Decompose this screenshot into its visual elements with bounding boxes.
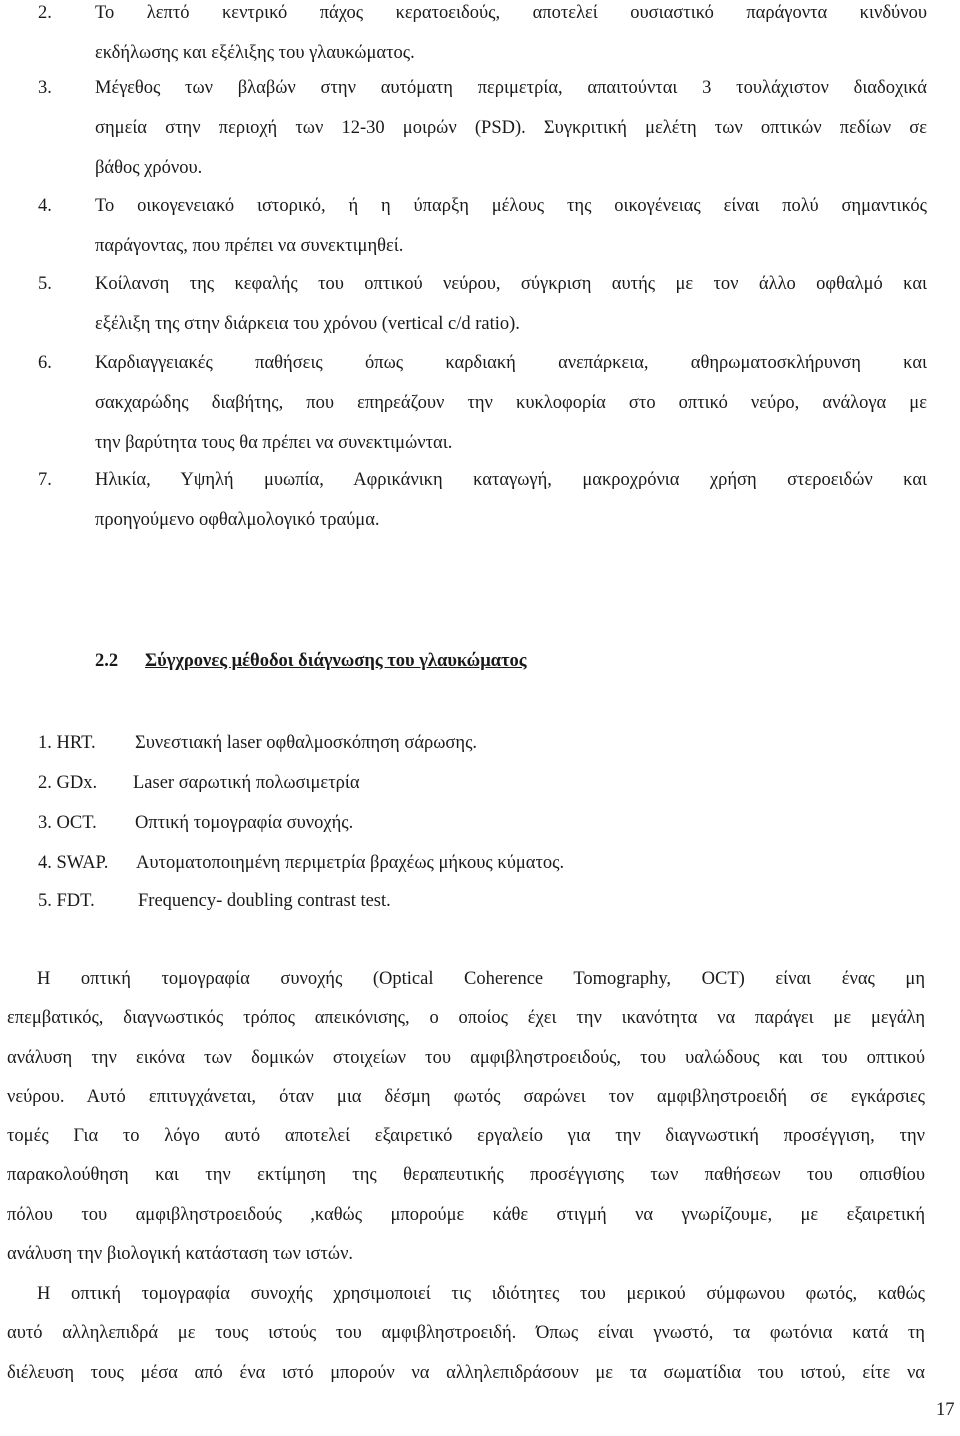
list-item-line: παράγοντας, που πρέπει να συνεκτιμηθεί. bbox=[95, 236, 404, 256]
method-item bbox=[38, 726, 477, 760]
list-item-line: προηγούμενο οφθαλμολογικό τραύμα. bbox=[95, 510, 380, 530]
method-desc: Laser σαρωτική πολωσιμετρία bbox=[133, 773, 360, 793]
list-item-line: Κοίλανση της κεφαλής του οπτικού νεύρου, σύγκριση αυτής με τον άλλο οφθαλμό και bbox=[95, 274, 927, 294]
list-item-number: 6. bbox=[38, 353, 52, 373]
list-item-line: Το οικογενειακό ιστορικό, ή η ύπαρξη μέλους της οικογένειας είναι πολύ σημαντικός bbox=[95, 196, 927, 216]
method-desc: Οπτική τομογραφία συνοχής. bbox=[135, 813, 354, 833]
method-desc: Αυτοματοποιημένη περιμετρία βραχέως μήκους κύματος. bbox=[136, 853, 565, 873]
paragraph-line: ανάλυση την εικόνα των δομικών στοιχείων του αμφιβληστροειδούς, του υαλώδους και του οπτικού bbox=[7, 1047, 925, 1068]
paragraph-line: τομές Για το λόγο αυτό αποτελεί εξαιρετικό εργαλείο για την διαγνωστική προσέγγιση, την bbox=[7, 1126, 925, 1147]
list-item-line: Ηλικία, Υψηλή μυωπία, Αφρικάνικη καταγωγή, μακροχρόνια χρήση στεροειδών και bbox=[95, 470, 927, 490]
section-number: 2.2 bbox=[95, 651, 119, 671]
method-desc: Frequency- doubling contrast test. bbox=[138, 891, 391, 911]
method-item bbox=[38, 884, 391, 918]
paragraph-line: επεμβατικός, διαγνωστικός τρόπος απεικόνισης, ο οποίος έχει την ικανότητα να παράγει με μεγάλη bbox=[7, 1008, 925, 1029]
section-title: Σύγχρονες μέθοδοι διάγνωσης του γλαυκώματος bbox=[145, 651, 527, 671]
list-item-number: 7. bbox=[38, 470, 52, 490]
method-desc: Συνεστιακή laser οφθαλμοσκόπηση σάρωσης. bbox=[135, 733, 478, 753]
list-item-line: εξέλιξη της στην διάρκεια του χρόνου (vertical c/d ratio). bbox=[95, 314, 520, 334]
method-abbr: 5. FDT. bbox=[38, 891, 95, 911]
paragraph-line: παρακολούθηση και την εκτίμηση της θεραπευτικής προσέγγισης των παθήσεων του οπισθίου bbox=[7, 1165, 925, 1186]
list-item-line: Μέγεθος των βλαβών στην αυτόματη περιμετρία, απαιτούνται 3 τουλάχιστον διαδοχικά bbox=[95, 78, 927, 98]
method-abbr: 4. SWAP. bbox=[38, 853, 109, 873]
method-abbr: 1. HRT. bbox=[38, 733, 96, 753]
method-item bbox=[38, 766, 360, 800]
list-item-line: εκδήλωσης και εξέλιξης του γλαυκώματος. bbox=[95, 43, 415, 63]
list-item-line: βάθος χρόνου. bbox=[95, 158, 203, 178]
list-item-line: την βαρύτητα τους θα πρέπει να συνεκτιμώνται. bbox=[95, 433, 453, 453]
list-item-number: 5. bbox=[38, 274, 52, 294]
method-item bbox=[38, 806, 353, 840]
paragraph-line: νεύρου. Αυτό επιτυγχάνεται, όταν μια δέσμη φωτός σαρώνει τον αμφιβληστροειδή σε εγκάρσιες bbox=[7, 1086, 925, 1107]
method-abbr: 3. OCT. bbox=[38, 813, 97, 833]
section-heading bbox=[95, 644, 527, 678]
list-item-line: σακχαρώδης διαβήτης, που επηρεάζουν την κυκλοφορία στο οπτικό νεύρο, ανάλογα με bbox=[95, 393, 927, 413]
paragraph bbox=[7, 1275, 925, 1393]
paragraph-line: διέλευση τους μέσα από ένα ιστό μπορούν να αλληλεπιδράσουν με τα σωματίδια του ιστού, είτε να bbox=[7, 1362, 925, 1383]
list-item-number: 2. bbox=[38, 3, 52, 23]
list-item-line: σημεία στην περιοχή των 12-30 μοιρών (PSD). Συγκριτική μελέτη των οπτικών πεδίων σε bbox=[95, 118, 927, 138]
method-item bbox=[38, 846, 564, 880]
paragraph-line: ανάλυση την βιολογική κατάσταση των ιστών. bbox=[7, 1244, 354, 1265]
list-item-line: Καρδιαγγειακές παθήσεις όπως καρδιακή ανεπάρκεια, αθηρωματοσκλήρυνση και bbox=[95, 353, 927, 373]
paragraph-line: πόλου του αμφιβληστροειδούς ,καθώς μπορούμε κάθε στιγμή να γνωρίζουμε, με εξαιρετική bbox=[7, 1204, 925, 1225]
paragraph bbox=[7, 960, 925, 1274]
page-number: 17 bbox=[936, 1400, 955, 1420]
paragraph-line: Η οπτική τομογραφία συνοχής χρησιμοποιεί τις ιδιότητες του μερικού σύμφωνου φωτός, καθώς bbox=[37, 1284, 925, 1304]
paragraph-line: Η οπτική τομογραφία συνοχής (Optical Coherence Tomography, OCT) είναι ένας μη bbox=[37, 969, 925, 989]
list-item-number: 4. bbox=[38, 196, 52, 216]
paragraph-line: αυτό αλληλεπιδρά με τους ιστούς του αμφιβληστροειδή. Όπως είναι γνωστό, τα φωτόνια κατά τη bbox=[7, 1323, 925, 1344]
method-abbr: 2. GDx. bbox=[38, 773, 98, 793]
list-item-number: 3. bbox=[38, 78, 52, 98]
list-item-line: Το λεπτό κεντρικό πάχος κερατοειδούς, αποτελεί ουσιαστικό παράγοντα κινδύνου bbox=[95, 3, 927, 23]
